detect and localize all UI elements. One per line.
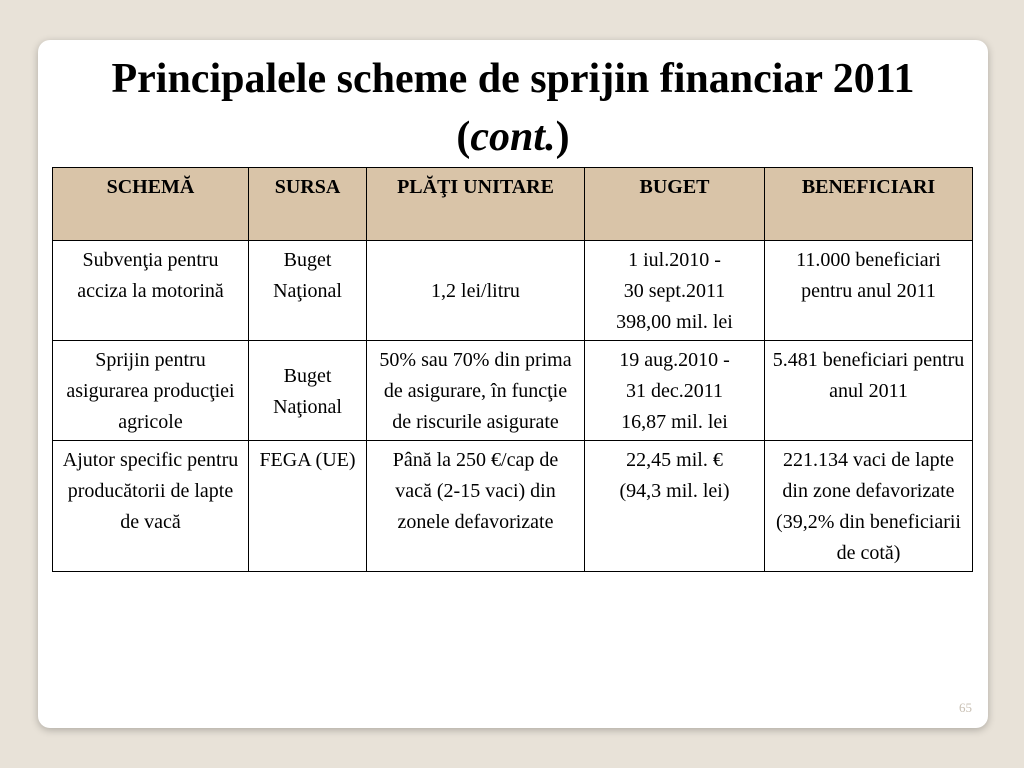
buget-line: 31 dec.2011 (625, 380, 723, 402)
header-buget: BUGET (585, 168, 765, 241)
header-beneficiari: BENEFICIARI (765, 168, 973, 241)
cell-schema: Ajutor specific pentru producătorii de lapte de vacă (53, 441, 249, 572)
buget-line: 30 sept.2011 (623, 280, 726, 302)
title-close-paren: ) (555, 114, 570, 160)
header-schema: SCHEMĂ (53, 168, 249, 241)
schemes-table (52, 167, 973, 572)
slide-title (38, 50, 988, 166)
table-header-row (53, 168, 973, 241)
cell-beneficiari: 11.000 beneficiari pentru anul 2011 (765, 241, 973, 341)
buget-line: (94,3 mil. lei) (619, 480, 730, 502)
cell-sursa: Buget Naţional (249, 241, 367, 341)
buget-line: 1 iul.2010 - (628, 249, 721, 271)
cell-buget (585, 441, 765, 572)
cell-schema: Subvenţia pentru acciza la motorină (53, 241, 249, 341)
table-row (53, 341, 973, 441)
cell-plati: Până la 250 €/cap de vacă (2-15 vaci) din zonele defavorizate (367, 441, 585, 572)
table-row (53, 241, 973, 341)
cell-plati: 1,2 lei/litru (367, 241, 585, 341)
cell-beneficiari: 221.134 vaci de lapte din zone defavorizate (39,2% din beneficiarii de cotă) (765, 441, 973, 572)
table-row (53, 441, 973, 572)
buget-line: 22,45 mil. € (626, 449, 723, 471)
buget-line: 398,00 mil. lei (616, 311, 733, 333)
cell-sursa: FEGA (UE) (249, 441, 367, 572)
buget-line: 16,87 mil. lei (621, 411, 728, 433)
cell-schema: Sprijin pentru asigurarea producţiei agricole (53, 341, 249, 441)
title-open-paren: ( (456, 114, 471, 160)
title-main: Principalele scheme de sprijin financiar 2011 (111, 56, 915, 102)
cell-plati: 50% sau 70% din prima de asigurare, în funcţie de riscurile asigurate (367, 341, 585, 441)
cell-buget (585, 341, 765, 441)
page-number: 65 (959, 700, 972, 715)
header-plati: PLĂŢI UNITARE (367, 168, 585, 241)
header-sursa: SURSA (249, 168, 367, 241)
cell-beneficiari: 5.481 beneficiari pentru anul 2011 (765, 341, 973, 441)
slide (38, 40, 988, 728)
title-cont: cont. (470, 114, 556, 160)
cell-sursa: Buget Naţional (249, 341, 367, 441)
cell-buget (585, 241, 765, 341)
buget-line: 19 aug.2010 - (619, 349, 730, 371)
